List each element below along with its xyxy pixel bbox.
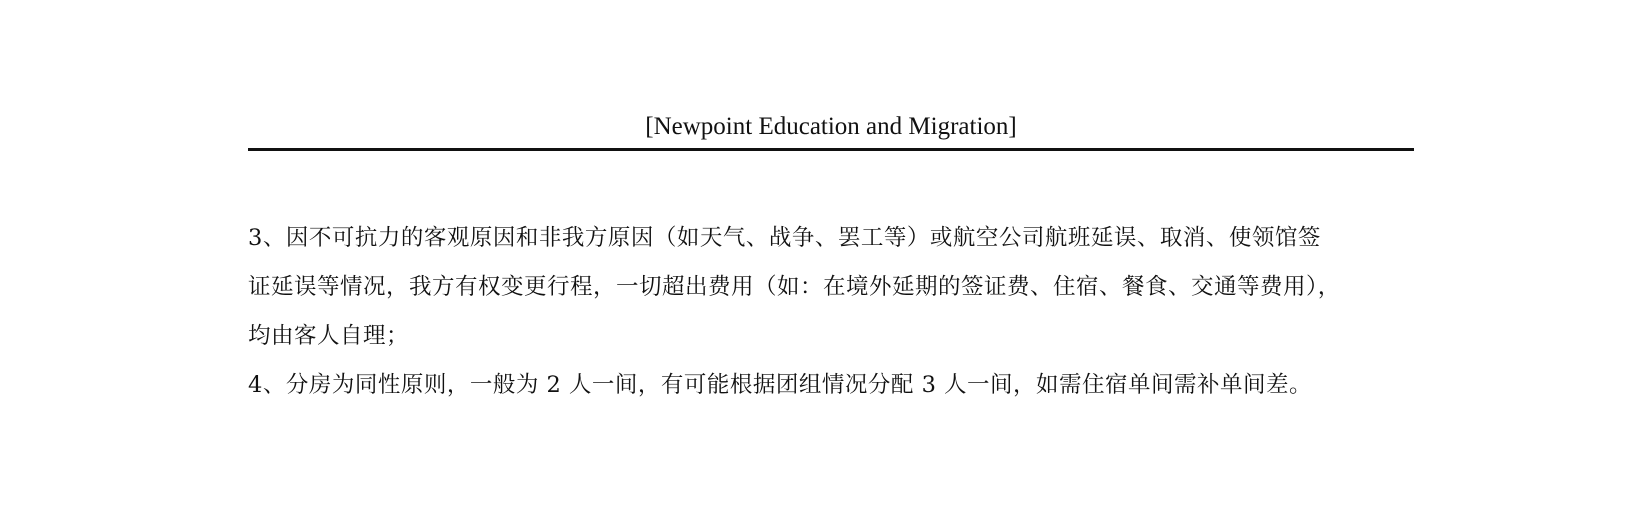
header-divider <box>248 148 1414 151</box>
clause-3-line-3: 均由客人自理； <box>248 323 410 349</box>
header-title: [Newpoint Education and Migration] <box>645 113 1017 140</box>
clause-3-line-2: 证延误等情况，我方有权变更行程，一切超出费用（如：在境外延期的签证费、住宿、餐食、交通等费用）， <box>248 274 1341 300</box>
page-header <box>248 112 1414 142</box>
clause-3 <box>248 214 1414 361</box>
clause-4 <box>248 361 1414 410</box>
document-body <box>248 214 1414 410</box>
clause-4-line-1: 4、分房为同性原则，一般为 2 人一间，有可能根据团组情况分配 3 人一间，如需住宿单间需补单间差。 <box>248 372 1313 398</box>
clause-3-line-1: 3、因不可抗力的客观原因和非我方原因（如天气、战争、罢工等）或航空公司航班延误、取消、使领馆签 <box>248 225 1321 251</box>
